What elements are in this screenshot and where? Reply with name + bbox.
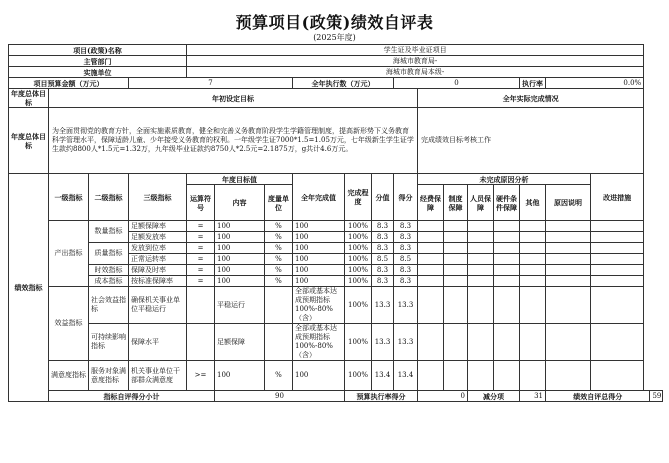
level2-cell: 数量指标 — [89, 221, 129, 243]
score-value-cell: 8.3 — [372, 232, 394, 243]
content-cell: 100 — [215, 254, 265, 265]
score-cell: 8.3 — [394, 276, 418, 287]
level3-cell: 发放到位率 — [129, 243, 187, 254]
budget-score-label: 预算执行率得分 — [345, 391, 418, 402]
full-year-cell: 100 — [293, 243, 345, 254]
level3-cell: 确保机关事业单位平稳运行 — [129, 287, 187, 324]
final-score-value: 59 — [650, 391, 663, 402]
full-year-header: 全年完成值 — [293, 174, 345, 221]
op-cell: = — [187, 276, 215, 287]
unit-cell: % — [265, 243, 293, 254]
score-cell: 8.3 — [394, 221, 418, 232]
deduct-label: 减分项 — [468, 391, 520, 402]
unit-cell: % — [265, 276, 293, 287]
degree-cell: 100% — [345, 254, 372, 265]
dept-label: 主管部门 — [9, 56, 187, 67]
rate-value: 0.0% — [546, 78, 644, 89]
reason-note-header: 原因说明 — [546, 185, 591, 221]
score-cell: 8.5 — [394, 254, 418, 265]
unit-cell: % — [265, 361, 293, 391]
dept-value: 海城市教育局- — [187, 56, 644, 67]
content-cell: 100 — [215, 243, 265, 254]
score-cell: 8.3 — [394, 243, 418, 254]
full-year-cell: 100 — [293, 221, 345, 232]
op-cell: = — [187, 254, 215, 265]
level3-cell: 按标准保障率 — [129, 276, 187, 287]
score-value-cell: 8.5 — [372, 254, 394, 265]
initial-goal-text: 为全面贯彻党的教育方针，全面实施素质教育，健全和完善义务教育阶段学生学籍管理制度，提高新形势下义务教育科学管理水平，保障适龄儿童、少年接受义务教育的权利。一年级学生证7000*1.5=1.05万元，七年级新生学生证学生款约8800人*1.5元=1.32万，九年级毕业证款约8750人*2.5元=2.1875万，g共计4.6万元。 — [49, 108, 418, 174]
op-cell: = — [187, 265, 215, 276]
op-cell — [187, 324, 215, 361]
full-year-cell: 全部或基本达成预期指标100%-80%（含） — [293, 324, 345, 361]
actual-header: 全年实际完成情况 — [418, 89, 644, 108]
goal-row-label: 年度总体目标 — [9, 89, 49, 108]
level1-cell: 效益指标 — [49, 287, 89, 361]
unit-cell: % — [265, 265, 293, 276]
unit-cell: % — [265, 221, 293, 232]
reason-funding-header: 经费保障 — [418, 185, 444, 221]
score-value-cell: 8.3 — [372, 221, 394, 232]
score-value-cell: 8.3 — [372, 276, 394, 287]
level1-cell: 产出指标 — [49, 221, 89, 287]
level2-cell: 时效指标 — [89, 265, 129, 276]
unit-cell: % — [265, 254, 293, 265]
deduct-value: 31 — [520, 391, 546, 402]
project-name-label: 项目(政策)名称 — [9, 45, 187, 56]
score-cell: 13.3 — [394, 324, 418, 361]
score-value-cell: 13.3 — [372, 324, 394, 361]
score-cell: 13.4 — [394, 361, 418, 391]
op-cell: >= — [187, 361, 215, 391]
degree-cell: 100% — [345, 276, 372, 287]
full-year-cell: 100 — [293, 254, 345, 265]
self-total-value: 90 — [215, 391, 345, 402]
op-header: 运算符号 — [187, 185, 215, 221]
exec-value: 0 — [394, 78, 520, 89]
level3-header: 三级指标 — [129, 174, 187, 221]
actual-text: 完成绩效目标考核工作 — [418, 108, 644, 174]
level3-cell: 足额保障率 — [129, 221, 187, 232]
content-cell: 100 — [215, 361, 265, 391]
full-year-cell: 100 — [293, 276, 345, 287]
budget-score-value: 0 — [418, 391, 468, 402]
unit-header: 度量单位 — [265, 185, 293, 221]
score-cell: 8.3 — [394, 232, 418, 243]
rate-label: 执行率 — [520, 78, 546, 89]
self-total-label: 指标自评得分小计 — [49, 391, 215, 402]
full-year-cell: 100 — [293, 232, 345, 243]
score-cell: 13.3 — [394, 287, 418, 324]
budget-label: 项目预算金额（万元） — [9, 78, 129, 89]
level3-cell: 保障水平 — [129, 324, 187, 361]
score-header: 得分 — [394, 174, 418, 221]
op-cell — [187, 287, 215, 324]
form-year: (2025年度) — [313, 33, 356, 42]
exec-label: 全年执行数（万元） — [293, 78, 394, 89]
final-score-label: 绩效自评总得分 — [546, 391, 650, 402]
unit-value: 海城市教育局本级- — [187, 67, 644, 78]
content-cell: 100 — [215, 221, 265, 232]
improve-header: 改进措施 — [591, 174, 644, 221]
level3-cell: 保障及时率 — [129, 265, 187, 276]
degree-cell: 100% — [345, 243, 372, 254]
score-value-header: 分值 — [372, 174, 394, 221]
full-year-cell: 全部或基本达成预期指标100%-80%（含） — [293, 287, 345, 324]
score-value-cell: 8.3 — [372, 265, 394, 276]
unit-cell — [265, 287, 293, 324]
level3-cell: 足额发放率 — [129, 232, 187, 243]
reason-staff-header: 人员保障 — [468, 185, 494, 221]
level3-cell: 正常运转率 — [129, 254, 187, 265]
reason-hardware-header: 硬件条件保障 — [494, 185, 520, 221]
content-cell: 100 — [215, 232, 265, 243]
level2-cell: 服务对象满意度指标 — [89, 361, 129, 391]
degree-cell: 100% — [345, 361, 372, 391]
reason-other-header: 其他 — [520, 185, 546, 221]
level2-cell: 成本指标 — [89, 276, 129, 287]
content-cell: 足额保障 — [215, 324, 265, 361]
level2-cell: 质量指标 — [89, 243, 129, 265]
reason-system-header: 制度保障 — [444, 185, 468, 221]
op-cell: = — [187, 232, 215, 243]
score-value-cell: 13.3 — [372, 287, 394, 324]
content-header: 内容 — [215, 185, 265, 221]
content-cell: 100 — [215, 276, 265, 287]
level2-header: 二级指标 — [89, 174, 129, 221]
project-name: 学生证及毕业证项目 — [187, 45, 644, 56]
full-year-cell: 100 — [293, 265, 345, 276]
unit-label: 实施单位 — [9, 67, 187, 78]
degree-header: 完成程度 — [345, 174, 372, 221]
op-cell: = — [187, 221, 215, 232]
level2-cell: 社会效益指标 — [89, 287, 129, 324]
op-cell: = — [187, 243, 215, 254]
content-cell: 平稳运行 — [215, 287, 265, 324]
table-row — [9, 265, 663, 276]
level2-cell: 可持续影响指标 — [89, 324, 129, 361]
level1-header: 一级指标 — [49, 174, 89, 221]
degree-cell: 100% — [345, 324, 372, 361]
table-row — [9, 287, 663, 324]
unit-cell — [265, 324, 293, 361]
degree-cell: 100% — [345, 265, 372, 276]
unit-cell: % — [265, 232, 293, 243]
table-row — [9, 221, 663, 232]
table-row — [9, 324, 663, 361]
evaluation-table — [8, 44, 663, 402]
score-value-cell: 13.4 — [372, 361, 394, 391]
form-title: 预算项目(政策)绩效自评表 — [235, 13, 434, 32]
score-cell: 8.3 — [394, 265, 418, 276]
degree-cell: 100% — [345, 287, 372, 324]
unfinished-header: 未完成原因分析 — [418, 174, 591, 185]
degree-cell: 100% — [345, 232, 372, 243]
initial-goal-header: 年初设定目标 — [49, 89, 418, 108]
degree-cell: 100% — [345, 221, 372, 232]
level1-cell: 满意度指标 — [49, 361, 89, 391]
content-cell: 100 — [215, 265, 265, 276]
perf-indicator-label: 绩效指标 — [9, 174, 49, 402]
table-row — [9, 276, 663, 287]
table-row — [9, 243, 663, 254]
score-value-cell: 8.3 — [372, 243, 394, 254]
goal-row2-label: 年度总体目标 — [9, 108, 49, 174]
full-year-cell: 100 — [293, 361, 345, 391]
annual-target-header: 年度目标值 — [187, 174, 293, 185]
table-row — [9, 361, 663, 391]
budget-value: 7 — [129, 78, 293, 89]
level3-cell: 机关事业单位干部群众满意度 — [129, 361, 187, 391]
